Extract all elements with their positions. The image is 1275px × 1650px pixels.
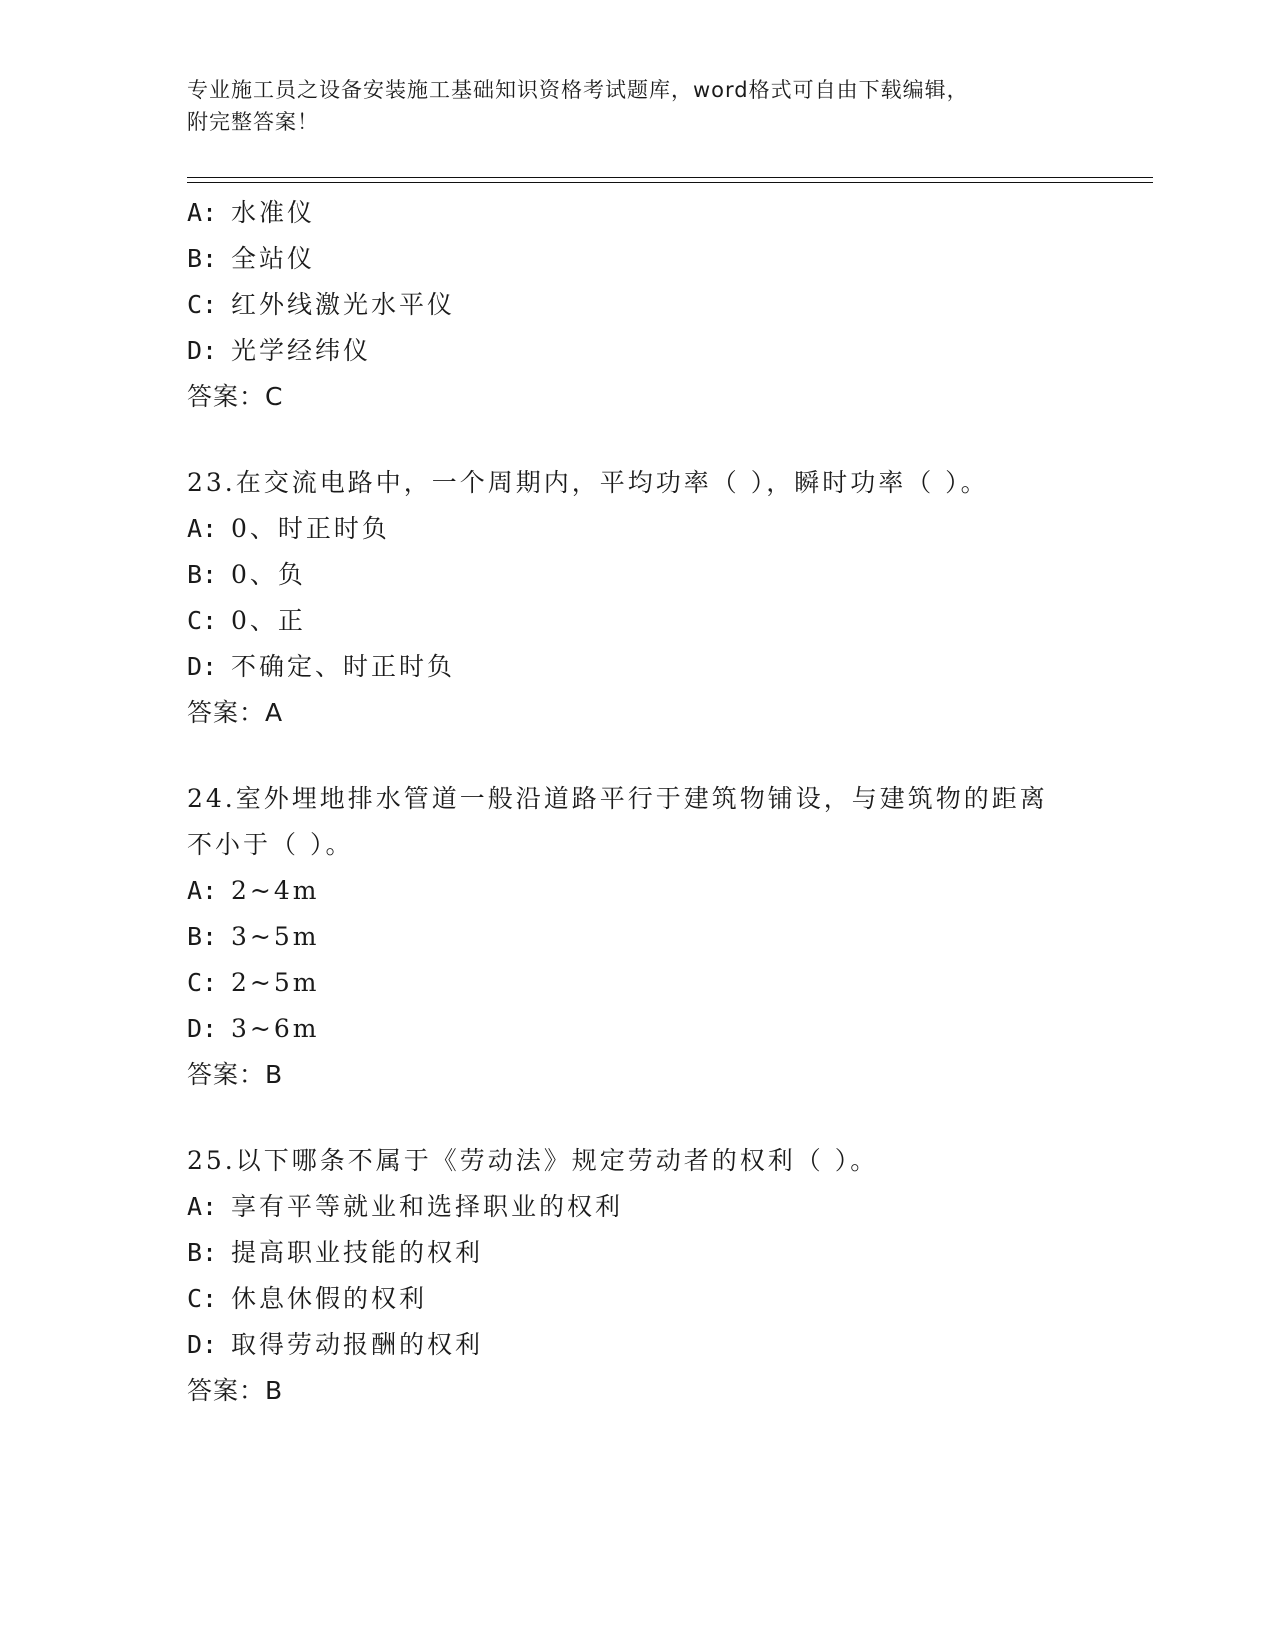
option-d — [187, 1322, 1127, 1368]
option-text: 红外线激光水平仪 — [231, 290, 456, 319]
option-d — [187, 1006, 1127, 1052]
option-b — [187, 552, 1127, 598]
option-text: 3~6m — [231, 1014, 320, 1043]
question-list — [187, 190, 1127, 1414]
option-key: C: — [187, 1284, 218, 1313]
option-text: 休息休假的权利 — [231, 1284, 428, 1313]
option-text: 享有平等就业和选择职业的权利 — [231, 1192, 624, 1221]
option-key: B: — [187, 560, 218, 589]
option-a — [187, 1184, 1127, 1230]
option-b — [187, 914, 1127, 960]
option-b — [187, 236, 1127, 282]
question-title: 25.以下哪条不属于《劳动法》规定劳动者的权利（ ）。 — [187, 1146, 879, 1175]
question-title-line-2: 不小于（ ）。 — [187, 830, 354, 859]
option-key: D: — [187, 336, 218, 365]
question-25 — [187, 1138, 1127, 1414]
option-text: 提高职业技能的权利 — [231, 1238, 484, 1267]
question-24 — [187, 776, 1127, 1098]
option-key: A: — [187, 514, 218, 543]
option-a — [187, 868, 1127, 914]
option-key: D: — [187, 652, 218, 681]
option-key: D: — [187, 1330, 218, 1359]
question-23 — [187, 460, 1127, 736]
option-text: 0、正 — [231, 606, 306, 635]
header-divider-top — [187, 177, 1153, 178]
option-key: B: — [187, 1238, 218, 1267]
option-text: 水准仪 — [231, 198, 316, 227]
question-22 — [187, 190, 1127, 420]
option-text: 0、负 — [231, 560, 306, 589]
option-d — [187, 644, 1127, 690]
option-key: B: — [187, 922, 218, 951]
document-header — [187, 74, 1087, 138]
option-c — [187, 1276, 1127, 1322]
option-c — [187, 282, 1127, 328]
option-key: A: — [187, 876, 218, 905]
option-c — [187, 960, 1127, 1006]
question-title: 23.在交流电路中，一个周期内，平均功率（ ），瞬时功率（ ）。 — [187, 468, 989, 497]
answer-line: 答案：B — [187, 1060, 284, 1089]
option-a — [187, 506, 1127, 552]
option-key: B: — [187, 244, 218, 273]
option-text: 2~5m — [231, 968, 320, 997]
question-title-line-1: 24.室外埋地排水管道一般沿道路平行于建筑物铺设，与建筑物的距离 — [187, 784, 1048, 813]
option-c — [187, 598, 1127, 644]
option-text: 光学经纬仪 — [231, 336, 372, 365]
option-a — [187, 190, 1127, 236]
option-key: C: — [187, 290, 218, 319]
option-d — [187, 328, 1127, 374]
option-text: 3~5m — [231, 922, 320, 951]
header-line-1: 专业施工员之设备安装施工基础知识资格考试题库，word格式可自由下载编辑， — [187, 78, 969, 102]
option-text: 不确定、时正时负 — [231, 652, 456, 681]
header-line-2: 附完整答案！ — [187, 110, 319, 134]
option-key: C: — [187, 606, 218, 635]
option-key: A: — [187, 198, 218, 227]
answer-line: 答案：A — [187, 698, 284, 727]
option-text: 0、时正时负 — [231, 514, 390, 543]
option-text: 取得劳动报酬的权利 — [231, 1330, 484, 1359]
option-key: A: — [187, 1192, 218, 1221]
answer-line: 答案：C — [187, 382, 284, 411]
option-text: 2~4m — [231, 876, 320, 905]
option-b — [187, 1230, 1127, 1276]
option-text: 全站仪 — [231, 244, 316, 273]
answer-line: 答案：B — [187, 1376, 284, 1405]
header-divider-bottom — [187, 182, 1153, 183]
option-key: D: — [187, 1014, 218, 1043]
option-key: C: — [187, 968, 218, 997]
